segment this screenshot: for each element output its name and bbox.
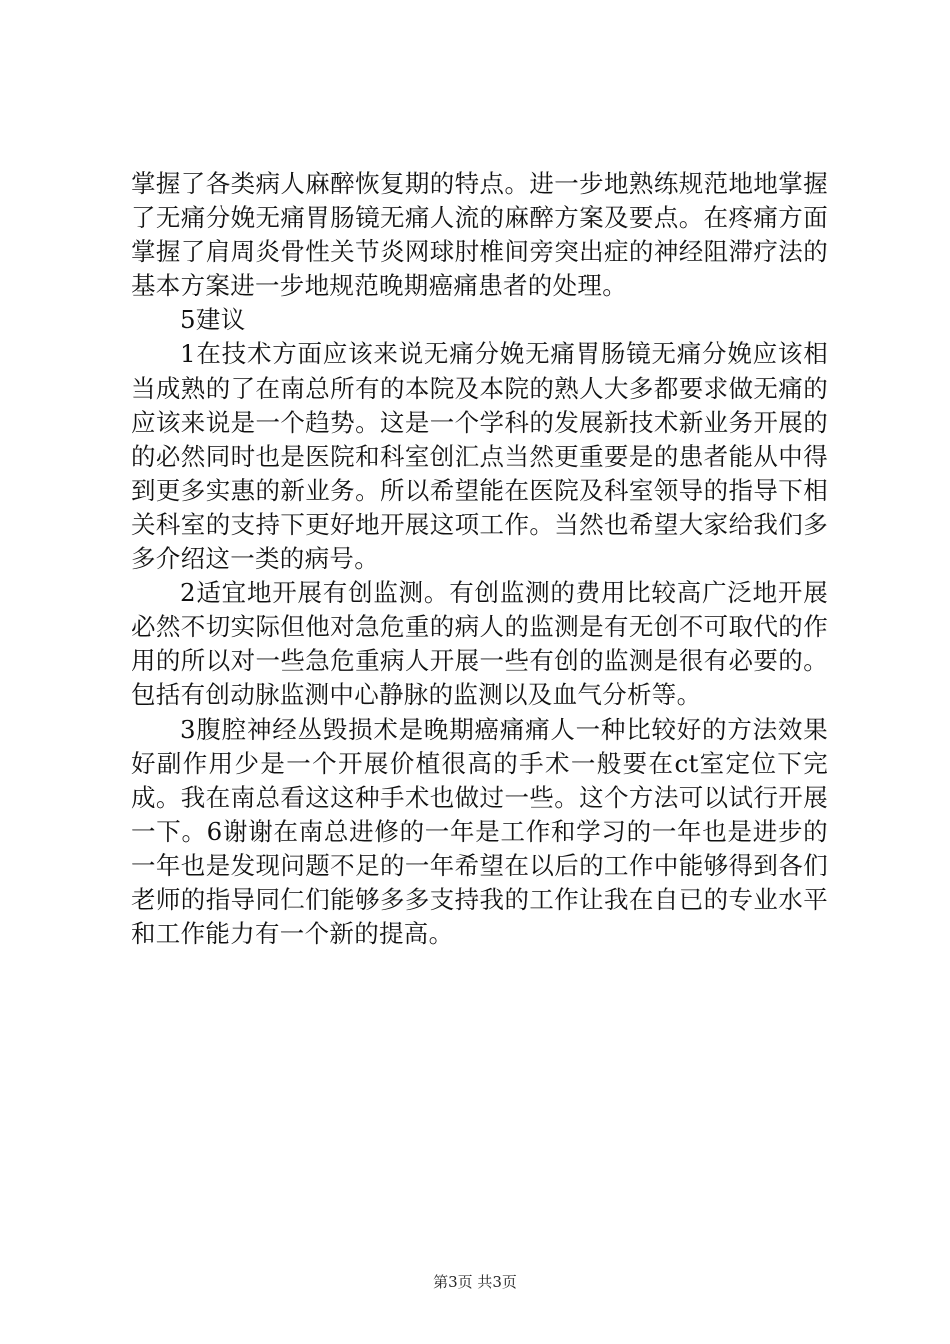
paragraph-suggestion-3: 3腹腔神经丛毁损术是晚期癌痛痛人一种比较好的方法效果好副作用少是一个开展价植很高的手术一般要在ct室定位下完成。我在南总看这这种手术也做过一些。这个方法可以试行开展一下。6谢谢在南总进修的一年是工作和学习的一年也是进步的一年也是发现问题不足的一年希望在以后的工作中能够得到各们老师的指导同仁们能够多多支持我的工作让我在自已的专业水平和工作能力有一个新的提高。 [131,714,828,949]
document-body [131,167,828,951]
paragraph-suggestion-1: 1在技术方面应该来说无痛分娩无痛胃肠镜无痛分娩应该相当成熟的了在南总所有的本院及本院的熟人大多都要求做无痛的应该来说是一个趋势。这是一个学科的发展新技术新业务开展的的必然同时也是医院和科室创汇点当然更重要是的患者能从中得到更多实惠的新业务。所以希望能在医院及科室领导的指导下相关科室的支持下更好地开展这项工作。当然也希望大家给我们多多介绍这一类的病号。 [131,339,828,574]
page-footer [0,1272,950,1292]
paragraph-suggestion-2: 2适宜地开展有创监测。有创监测的费用比较高广泛地开展必然不切实际但他对急危重的病人的监测是有无创不可取代的作用的所以对一些急危重病人开展一些有创的监测是很有必要的。包括有创动脉监测中心静脉的监测以及血气分析等。 [131,578,828,710]
paragraph-continuation: 掌握了各类病人麻醉恢复期的特点。进一步地熟练规范地地掌握了无痛分娩无痛胃肠镜无痛人流的麻醉方案及要点。在疼痛方面掌握了肩周炎骨性关节炎网球肘椎间旁突出症的神经阻滞疗法的基本方案进一步地规范晚期癌痛患者的处理。 [131,169,828,301]
page-number: 第3页 共3页 [433,1273,517,1291]
section-heading-suggestions: 5建议 [180,305,246,335]
